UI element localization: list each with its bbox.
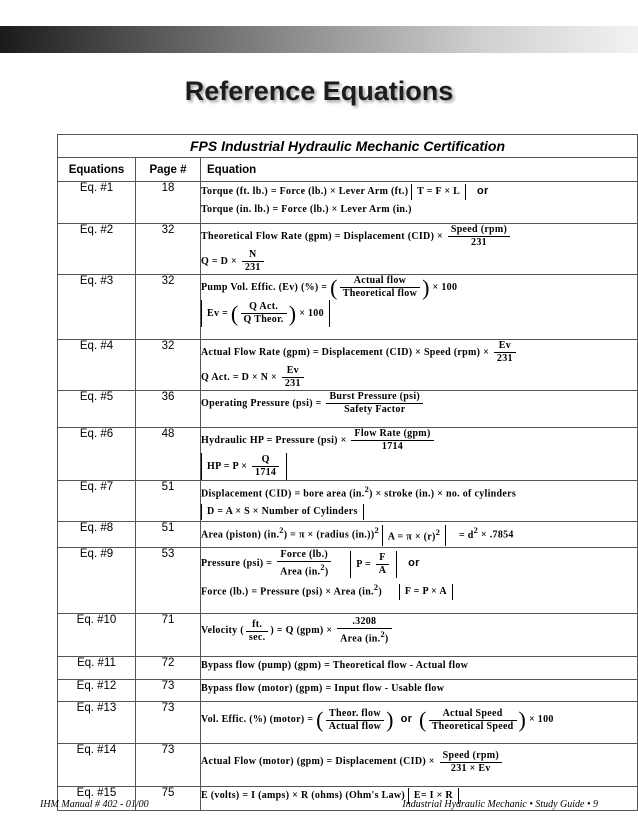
equation-text: Actual Flow Rate (gpm) = Displacement (CID) × Speed (rpm) ×: [201, 346, 490, 358]
page-number: 36: [136, 391, 201, 428]
equation-bracket: P = $\frac{F}{A}$: [350, 551, 397, 578]
table-row: [58, 522, 638, 548]
equation-cell: [201, 224, 638, 275]
equation-text: Hydraulic HP = Pressure (psi) ×: [201, 434, 347, 446]
or-label: or: [400, 713, 413, 726]
equation-text: × 100: [432, 281, 458, 293]
equation-text: Torque (ft. lb.) = Force (lb.) × Lever Arm (ft.): [201, 186, 409, 197]
page-number: 73: [136, 680, 201, 702]
fraction: $\frac{\text{Q Act.}}{\text{Q Theor.}}$: [241, 301, 287, 326]
table-row: [58, 428, 638, 481]
eq-number: Eq. #2: [58, 224, 136, 275]
fraction: $\frac{\text{Force (lb.)}}{Area (in.^2)}$: [277, 549, 331, 578]
equation-cell: Velocity ( $\frac{ft.}{\sec.}$ ) = Q (gpm) × $\frac{.3208}{Area (in.^2)}$: [201, 614, 638, 657]
column-header-page: Page #: [136, 158, 201, 182]
equation-text: Displacement (CID) = bore area (in.: [201, 488, 365, 500]
equation-cell: Pressure (psi) = $\frac{\text{Force (lb.)}}{Area (in.^2)}$ P = $\frac{F}{A}$ or Force (lb.) = Pressure (psi) × Area (in.$^2$) F = P × A: [201, 548, 638, 614]
equation-cell: [201, 428, 638, 481]
equation-cell: [201, 657, 638, 680]
eq-number: Eq. #9: [58, 548, 136, 614]
equation-text: Torque (in. lb.) = Force (lb.) × Lever Arm (in.): [201, 204, 412, 215]
eq-number: Eq. #1: [58, 182, 136, 224]
fraction: $\frac{ft.}{\sec.}$: [246, 619, 268, 644]
page-number: 71: [136, 614, 201, 657]
page-number: 53: [136, 548, 201, 614]
page-number: 32: [136, 224, 201, 275]
equation-bracket: T = F × L: [411, 184, 466, 200]
page-number: 51: [136, 522, 201, 548]
fraction: $\frac{.3208}{Area (in.^2)}$: [337, 616, 391, 645]
eq-number: Eq. #12: [58, 680, 136, 702]
equation-bracket: E= I × R: [408, 788, 459, 804]
equation-bracket: Ev = ( $\frac{\text{Q Act.}}{\text{Q Theor.}}$ ) × 100: [201, 300, 330, 327]
fraction: $\frac{\text{Actual Speed}}{\text{Theoretical Speed}}$: [429, 708, 517, 733]
table-row: [58, 481, 638, 522]
equation-cell: Area (piston) (in.$^2$) = π × (radius (in.))$^2$ $A = \pi \times (r)^2 = d^2 \times .7854$: [201, 522, 638, 548]
eq-number: Eq. #10: [58, 614, 136, 657]
column-header-equation: Equation: [201, 158, 638, 182]
eq-number: Eq. #15: [58, 787, 136, 811]
fraction: $\frac{\text{Theor. flow}}{\text{Actual flow}}$: [326, 708, 384, 733]
footer-study-guide: Industrial Hydraulic Mechanic • Study Guide • 9: [402, 799, 598, 810]
equation-text: Actual Flow (motor) (gpm) = Displacement (CID) ×: [201, 756, 435, 768]
eq-number: Eq. #7: [58, 481, 136, 522]
page-number: 73: [136, 744, 201, 787]
equation-cell: Pump Vol. Effic. (Ev) (%) = ( $\frac{\text{Actual flow}}{\text{Theoretical flow}}$ ) × 100 Ev = ( $\frac{\text{Q Act.}}{\text{Q Theor.}}$ ) × 100: [201, 275, 638, 340]
equation-bracket: F = P × A: [399, 584, 453, 600]
eq-number: Eq. #11: [58, 657, 136, 680]
table-row: [58, 275, 638, 340]
equation-bracket: HP = P × $\frac{Q}{1714}$: [201, 453, 287, 480]
eq-number: Eq. #4: [58, 340, 136, 391]
page-number: 75: [136, 787, 201, 811]
equation-text: E (volts) = I (amps) × R (ohms) (Ohm's Law): [201, 790, 406, 802]
equation-cell: Displacement (CID) = bore area (in.$^2$) × stroke (in.) × no. of cylinders D = A × S × Number of Cylinders: [201, 481, 638, 522]
page-number: 73: [136, 702, 201, 744]
fraction: $\frac{\text{Flow Rate (gpm)}}{1714}$: [351, 428, 433, 453]
fraction: $\frac{\text{Speed (rpm)}}{231}$: [448, 224, 510, 249]
page-number: 32: [136, 275, 201, 340]
fraction: $\frac{\text{Speed (rpm)}}{231 \times Ev}$: [440, 750, 502, 775]
equation-text: Velocity (: [201, 625, 244, 637]
reference-equations-table: [57, 134, 638, 811]
equation-cell: [201, 744, 638, 787]
equation-bracket: D = A × S × Number of Cylinders: [201, 504, 364, 520]
eq-number: Eq. #8: [58, 522, 136, 548]
footer-manual-id: IHM Manual # 402 - 01/00: [40, 799, 149, 810]
equation-cell: [201, 340, 638, 391]
equation-text: Vol. Effic. (%) (motor) =: [201, 714, 314, 726]
equation-text: Q = D ×: [201, 255, 237, 267]
table-row: [58, 702, 638, 744]
eq-number: Eq. #3: [58, 275, 136, 340]
equation-text: Bypass flow (motor) (gpm) = Input flow - Usable flow: [201, 683, 445, 695]
equation-text: Pump Vol. Effic. (Ev) (%) =: [201, 281, 328, 293]
equation-cell: Vol. Effic. (%) (motor) = ( $\frac{\text{Theor. flow}}{\text{Actual flow}}$ ) or ( $\frac{\text{Actual Speed}}{\text{Theoretical Speed}}$ ) × 100: [201, 702, 638, 744]
table-row: [58, 614, 638, 657]
eq-number: Eq. #5: [58, 391, 136, 428]
equation-text: Pressure (psi) =: [201, 558, 273, 570]
table-row: [58, 391, 638, 428]
table-row: [58, 224, 638, 275]
equation-text: Operating Pressure (psi) =: [201, 397, 322, 409]
table-row: [58, 548, 638, 614]
fraction: $\frac{\text{Actual flow}}{\text{Theoretical flow}}$: [340, 275, 420, 300]
eq-number: Eq. #14: [58, 744, 136, 787]
eq-number: Eq. #13: [58, 702, 136, 744]
table-row: [58, 182, 638, 224]
page-number: 18: [136, 182, 201, 224]
table-row: [58, 680, 638, 702]
fraction: $\frac{N}{231}$: [242, 249, 264, 274]
equation-text: Force (lb.) = Pressure (psi) × Area (in.: [201, 586, 374, 598]
certification-title: FPS Industrial Hydraulic Mechanic Certification: [58, 135, 638, 158]
fraction: $\frac{Q}{1714}$: [252, 454, 279, 479]
equation-bracket: $A = \pi \times (r)^2$: [382, 525, 446, 545]
equation-text: Area (piston) (in.: [201, 529, 280, 541]
fraction: $\frac{Ev}{231}$: [282, 365, 304, 390]
equation-text: Q Act. = D × N ×: [201, 371, 278, 383]
table-row: [58, 340, 638, 391]
or-label: or: [476, 185, 489, 197]
eq-number: Eq. #6: [58, 428, 136, 481]
page-title: Reference Equations: [184, 76, 454, 106]
page-number: 32: [136, 340, 201, 391]
column-header-equations: Equations: [58, 158, 136, 182]
fraction: $\frac{F}{A}$: [376, 552, 390, 577]
page-number: 51: [136, 481, 201, 522]
fraction: $\frac{\text{Burst Pressure (psi)}}{\text{Safety Factor}}$: [326, 391, 423, 416]
page-number: 48: [136, 428, 201, 481]
equation-cell: [201, 680, 638, 702]
page-number: 72: [136, 657, 201, 680]
equation-text: Theoretical Flow Rate (gpm) = Displacement (CID) ×: [201, 230, 444, 242]
header-gradient-band: [0, 26, 638, 53]
or-label: or: [408, 557, 420, 570]
equation-text: Bypass flow (pump) (gpm) = Theoretical flow - Actual flow: [201, 660, 469, 672]
equation-cell: [201, 182, 638, 224]
fraction: $\frac{Ev}{231}$: [494, 340, 516, 365]
equation-cell: [201, 391, 638, 428]
table-row: [58, 657, 638, 680]
table-row: [58, 744, 638, 787]
